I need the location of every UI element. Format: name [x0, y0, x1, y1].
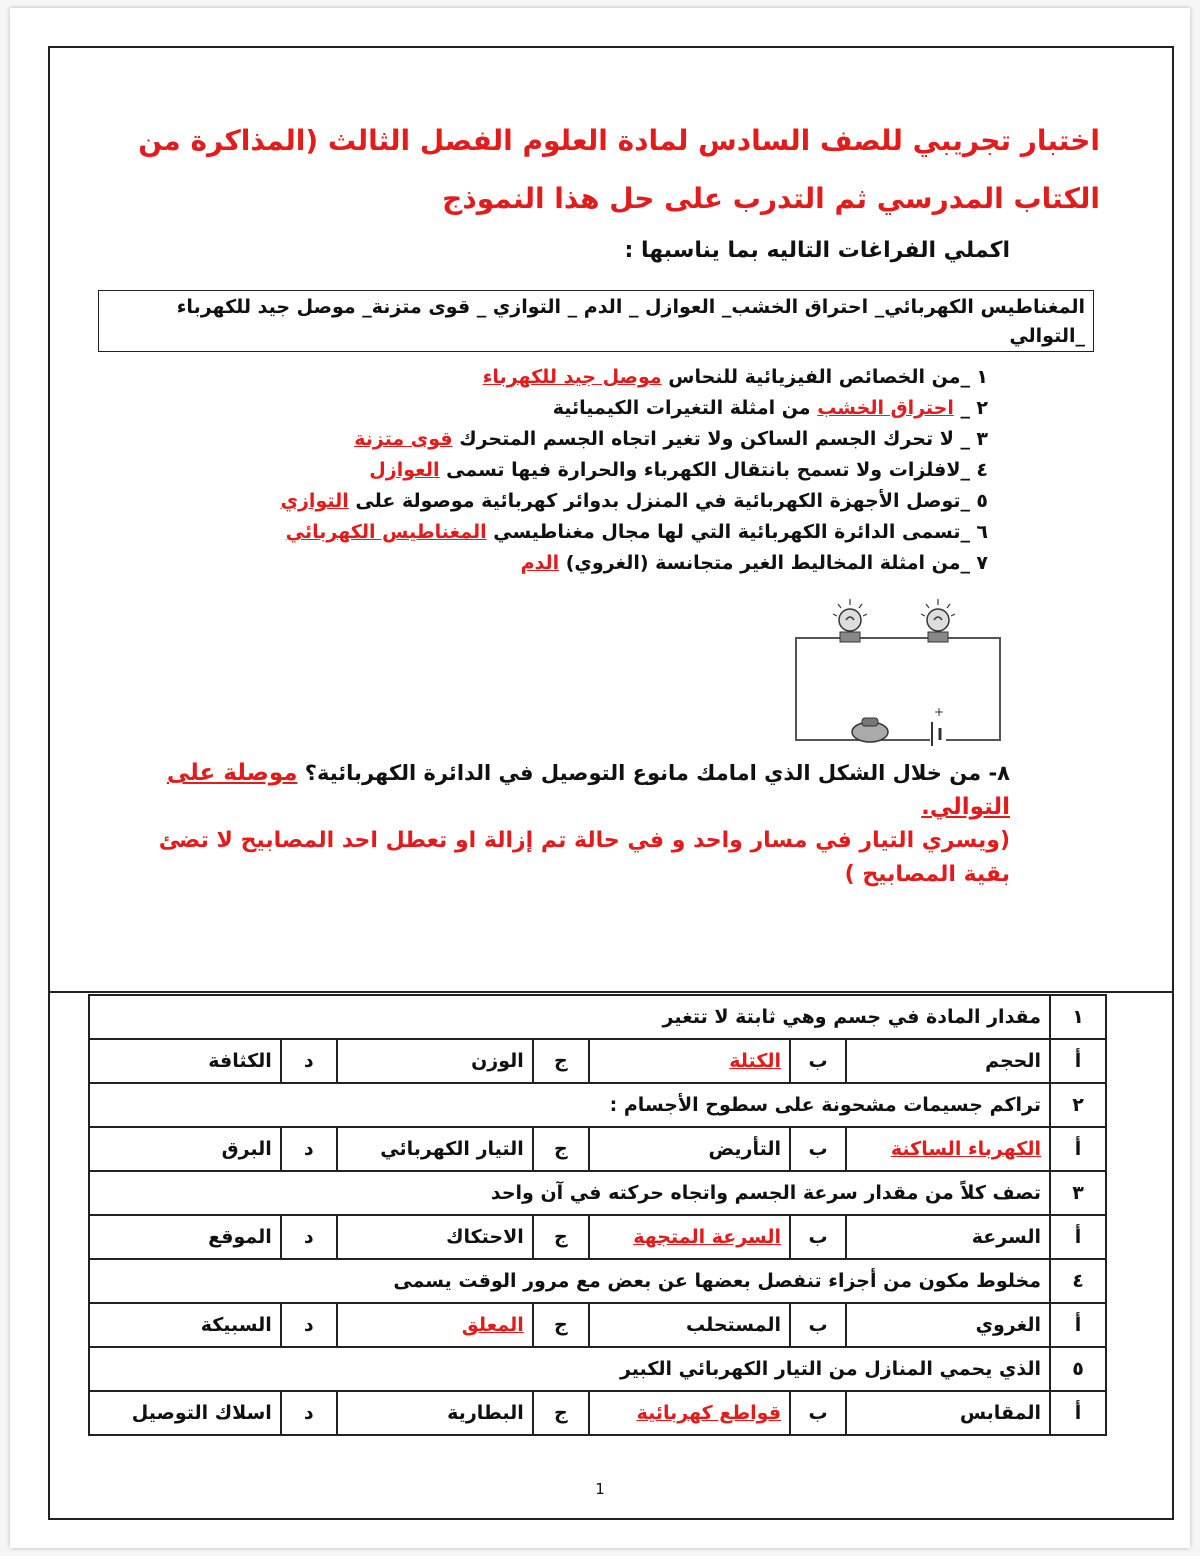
mcq-option-text: الكتلة — [729, 1050, 782, 1072]
page-number: 1 — [595, 1480, 605, 1498]
mcq-option-letter: أ — [1050, 1391, 1106, 1435]
mcq-question-number: ٥ — [1050, 1347, 1106, 1391]
mcq-option-correct — [589, 1215, 790, 1259]
mcq-option-text: الغروي — [975, 1314, 1041, 1336]
mcq-option-text: السرعة المتجهة — [633, 1226, 782, 1248]
fill-in-number: ٤ — [976, 459, 988, 481]
mcq-option-text: السبيكة — [200, 1314, 272, 1336]
fill-in-item — [281, 548, 988, 579]
mcq-option-text: البرق — [221, 1138, 272, 1160]
svg-text:+: + — [934, 705, 945, 719]
mcq-option-text: اسلاك التوصيل — [131, 1402, 272, 1424]
mcq-question-row — [89, 1083, 1106, 1127]
mcq-question-number: ١ — [1050, 995, 1106, 1039]
mcq-question-row — [89, 1259, 1106, 1303]
mcq-question-row — [89, 1347, 1106, 1391]
fill-in-text: _لافلزات ولا تسمح بانتقال الكهرباء والحرارة فيها تسمى — [439, 459, 970, 481]
fill-in-answer: التوازي — [280, 490, 349, 512]
mcq-options-row — [89, 1391, 1106, 1435]
mcq-options-row — [89, 1127, 1106, 1171]
mcq-option — [589, 1127, 790, 1171]
fill-in-text-after: من امثلة التغيرات الكيميائية — [552, 397, 818, 419]
mcq-option-text: الموقع — [208, 1226, 272, 1248]
mcq-option-letter: ب — [790, 1127, 846, 1171]
fill-in-number: ٧ — [976, 552, 988, 574]
mcq-option-correct — [589, 1391, 790, 1435]
fill-in-answer: قوى متزنة — [354, 428, 453, 450]
fill-in-item — [281, 424, 988, 455]
mcq-option-text: السرعة — [971, 1226, 1041, 1248]
mcq-option-letter: ج — [533, 1127, 589, 1171]
fill-in-text: _من الخصائص الفيزيائية للنحاس — [661, 366, 970, 388]
question-8-explanation: (ويسري التيار في مسار واحد و في حالة تم إزالة او تعطل احد المصابيح لا تضئ بقية المصابيح ) — [158, 828, 1010, 887]
mcq-option-text: البطارية — [447, 1402, 524, 1424]
mcq-option-text: المستحلب — [685, 1314, 782, 1336]
fill-in-answer: موصل جيد للكهرباء — [482, 366, 662, 388]
mcq-option — [89, 1127, 281, 1171]
fill-in-text: _تسمى الدائرة الكهربائية التي لها مجال مغناطيسي — [486, 521, 970, 543]
mcq-option-letter: د — [281, 1039, 337, 1083]
mcq-option — [846, 1391, 1050, 1435]
question-8-text: ٨- من خلال الشكل الذي امامك مانوع التوصيل في الدائرة الكهربائية؟ — [297, 761, 1010, 785]
mcq-option-letter: د — [281, 1127, 337, 1171]
mcq-option-letter: ج — [533, 1039, 589, 1083]
fill-in-item — [281, 486, 988, 517]
mcq-question-number: ٣ — [1050, 1171, 1106, 1215]
fill-in-answer: احتراق الخشب — [817, 397, 954, 419]
mcq-option-letter: ج — [533, 1391, 589, 1435]
mcq-option-text: الكهرباء الساكنة — [890, 1138, 1041, 1160]
mcq-option-letter: ب — [790, 1215, 846, 1259]
mcq-option-letter: ب — [790, 1391, 846, 1435]
mcq-option — [337, 1127, 533, 1171]
fill-in-number: ١ — [976, 366, 988, 388]
word-bank-box: المغناطيس الكهربائي_ احتراق الخشب_ العوازل _ الدم _ التوازي _ قوى متزنة_ موصل جيد للكهرباء _التوالي — [98, 290, 1094, 352]
mcq-option-text: المقابس — [959, 1402, 1041, 1424]
fill-in-questions — [281, 362, 988, 579]
mcq-option-text: التأريض — [708, 1138, 782, 1160]
fill-in-item — [281, 517, 988, 548]
fill-in-item — [281, 362, 988, 393]
fill-in-item — [281, 393, 988, 424]
fill-in-answer: الدم — [520, 552, 560, 574]
mcq-option-letter: أ — [1050, 1303, 1106, 1347]
mcq-option-text: الاحتكاك — [446, 1226, 524, 1248]
question-8-answer: موصلة على التوالي. — [166, 760, 1010, 820]
fill-in-number: ٣ — [976, 428, 988, 450]
mcq-options-row — [89, 1215, 1106, 1259]
fill-in-text: _ لا تحرك الجسم الساكن ولا تغير اتجاه الجسم المتحرك — [452, 428, 970, 450]
fill-in-answer: العوازل — [369, 459, 440, 481]
mcq-option — [846, 1039, 1050, 1083]
mcq-option-correct — [846, 1127, 1050, 1171]
mcq-question-text: مقدار المادة في جسم وهي ثابتة لا تتغير — [89, 995, 1050, 1039]
mcq-question-text: الذي يحمي المنازل من التيار الكهربائي الكبير — [89, 1347, 1050, 1391]
mcq-option-letter: د — [281, 1303, 337, 1347]
mcq-option-letter: أ — [1050, 1215, 1106, 1259]
series-circuit-diagram — [788, 594, 1028, 754]
mcq-option — [846, 1303, 1050, 1347]
mcq-option-correct — [337, 1303, 533, 1347]
mcq-options-row — [89, 1303, 1106, 1347]
mcq-option-text: قواطع كهربائية — [636, 1402, 782, 1424]
mcq-option — [89, 1039, 281, 1083]
mcq-option-text: المعلق — [461, 1314, 524, 1336]
mcq-option — [846, 1215, 1050, 1259]
mcq-option-letter: أ — [1050, 1127, 1106, 1171]
mcq-options-row — [89, 1039, 1106, 1083]
question-8 — [150, 756, 1010, 892]
mcq-question-row — [89, 995, 1106, 1039]
mcq-option-letter: ج — [533, 1303, 589, 1347]
mcq-option-letter: ج — [533, 1215, 589, 1259]
fill-in-text: _من امثلة المخاليط الغير متجانسة (الغروي) — [559, 552, 970, 574]
mcq-option-letter: ب — [790, 1303, 846, 1347]
mcq-question-number: ٤ — [1050, 1259, 1106, 1303]
mcq-option-text: التيار الكهربائي — [380, 1138, 524, 1160]
mcq-question-text: تصف كلاً من مقدار سرعة الجسم واتجاه حركته في آن واحد — [89, 1171, 1050, 1215]
section-divider — [48, 991, 1172, 993]
fill-in-number: ٥ — [976, 490, 988, 512]
mcq-option — [89, 1391, 281, 1435]
fill-in-text: _توصل الأجهزة الكهربائية في المنزل بدوائر كهربائية موصولة على — [348, 490, 970, 512]
bulb-icon — [921, 599, 955, 642]
fill-in-number: ٦ — [976, 521, 988, 543]
mcq-question-row — [89, 1171, 1106, 1215]
fill-in-item — [281, 455, 988, 486]
fill-in-number: ٢ — [976, 397, 988, 419]
instruction-heading: اكملي الفراغات التاليه بما يناسبها : — [624, 238, 1010, 263]
mcq-option — [337, 1039, 533, 1083]
mcq-option — [589, 1303, 790, 1347]
exam-title: اختبار تجريبي للصف السادس لمادة العلوم الفصل الثالث (المذاكرة من الكتاب المدرسي ثم التدرب على حل هذا النموذج — [138, 124, 1100, 215]
mcq-question-text: مخلوط مكون من أجزاء تنفصل بعضها عن بعض مع مرور الوقت يسمى — [89, 1259, 1050, 1303]
mcq-option — [89, 1303, 281, 1347]
mcq-option-text: الحجم — [985, 1050, 1041, 1072]
circuit-wire — [796, 638, 1000, 740]
mcq-option — [337, 1215, 533, 1259]
fill-in-text: _ — [953, 397, 970, 419]
mcq-option-letter: ب — [790, 1039, 846, 1083]
mcq-option — [337, 1391, 533, 1435]
mcq-question-text: تراكم جسيمات مشحونة على سطوح الأجسام : — [89, 1083, 1050, 1127]
mcq-option-text: الكثافة — [208, 1050, 272, 1072]
mcq-option-letter: د — [281, 1391, 337, 1435]
multiple-choice-table — [88, 994, 1107, 1436]
mcq-option-letter: أ — [1050, 1039, 1106, 1083]
mcq-option — [89, 1215, 281, 1259]
bulb-icon — [833, 599, 867, 642]
mcq-option-correct — [589, 1039, 790, 1083]
mcq-option-text: الوزن — [471, 1050, 524, 1072]
fill-in-answer: المغناطيس الكهربائي — [285, 521, 487, 543]
mcq-question-number: ٢ — [1050, 1083, 1106, 1127]
switch-icon — [852, 718, 888, 742]
mcq-option-letter: د — [281, 1215, 337, 1259]
battery-icon — [930, 705, 946, 746]
